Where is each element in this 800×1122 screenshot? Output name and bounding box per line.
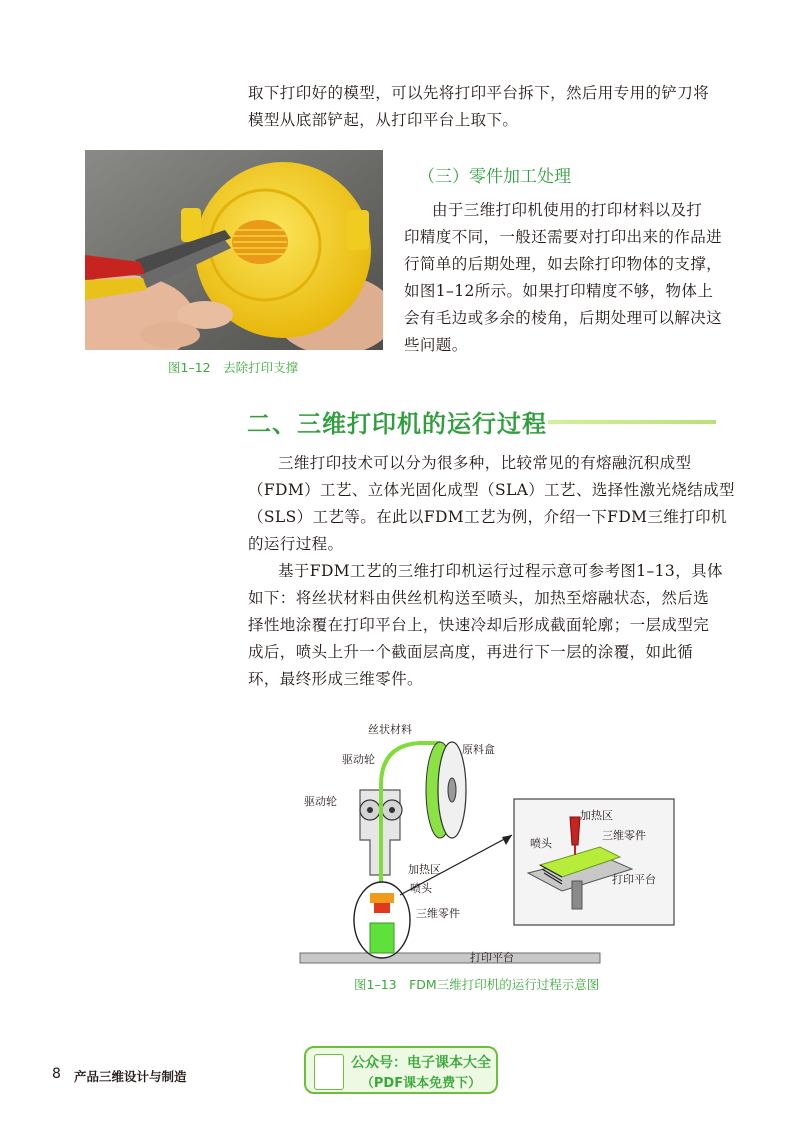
figure-1-13-diagram	[290, 715, 710, 975]
book-title: 产品三维设计与制造	[74, 1069, 187, 1084]
printed-part	[370, 923, 394, 953]
section-3-line: 印精度不同，一般还需要对打印出来的作品进	[404, 228, 723, 246]
label-inset-platform: 打印平台	[612, 873, 656, 886]
intro-line: 取下打印好的模型，可以先将打印平台拆下，然后用专用的铲刀将	[248, 84, 710, 102]
section-2-paragraph-2	[248, 558, 738, 693]
label-platform: 打印平台	[470, 951, 514, 964]
intro-paragraph	[248, 80, 728, 134]
section-2-line: 择性地涂覆在打印平台上，快速冷却后形成截面轮廓；一层成型完	[248, 616, 710, 634]
section-3-paragraph	[404, 197, 734, 359]
label-spool: 原料盒	[462, 743, 495, 756]
section-3-line: 由于三维打印机使用的打印材料以及打	[432, 201, 703, 219]
section-2-line: （SLS）工艺等。在此以FDM工艺为例，介绍一下FDM三维打印机	[248, 508, 727, 526]
label-inset-heat-zone: 加热区	[580, 809, 613, 822]
figure-1-12-photo	[85, 150, 383, 350]
stamp-line-1: 公众号：电子课本大全	[351, 1055, 491, 1071]
stamp-line-2: （PDF课本免费下）	[360, 1076, 482, 1091]
heading-rule	[548, 420, 716, 424]
section-3-line: 如图1–12所示。如果打印精度不够，物体上	[404, 282, 714, 300]
intro-line: 模型从底部铲起，从打印平台上取下。	[248, 111, 519, 129]
page-number: 8	[52, 1066, 61, 1082]
section-2-paragraph-1	[248, 450, 738, 558]
label-inset-part: 三维零件	[602, 829, 646, 842]
section-2-line: 三维打印技术可以分为很多种，比较常见的有熔融沉积成型	[278, 454, 692, 472]
label-drive-wheel-top: 驱动轮	[342, 753, 375, 766]
label-inset-nozzle: 喷头	[530, 837, 552, 850]
figure-1-12-caption: 图1–12 去除打印支撑	[168, 360, 299, 375]
section-3-heading: （三）零件加工处理	[418, 167, 571, 187]
section-2-line: 成后，喷头上升一个截面层高度，再进行下一层的涂覆，如此循	[248, 643, 694, 661]
section-2-line: 的运行过程。	[248, 535, 344, 553]
section-2-line: 如下：将丝状材料由供丝机构送至喷头，加热至熔融状态，然后选	[248, 589, 710, 607]
nozzle-icon	[570, 817, 580, 845]
watermark-stamp	[304, 1046, 498, 1094]
label-part: 三维零件	[416, 907, 460, 920]
label-drive-wheel-left: 驱动轮	[304, 795, 337, 808]
section-2-line: 基于FDM工艺的三维打印机运行过程示意可参考图1–13，具体	[278, 562, 723, 580]
section-2-line: 环，最终形成三维零件。	[248, 670, 423, 688]
book-icon	[314, 1054, 344, 1090]
section-3-line: 行简单的后期处理，如去除打印物体的支撑，	[404, 255, 723, 273]
support-removal-illustration	[85, 150, 383, 350]
section-3-line: 些问题。	[404, 336, 468, 354]
label-heat-zone: 加热区	[408, 863, 441, 876]
section-3-line: 会有毛边或多余的棱角，后期处理可以解决这	[404, 309, 723, 327]
fdm-process-diagram	[290, 715, 710, 975]
figure-1-13-caption: 图1–13 FDM三维打印机的运行过程示意图	[354, 977, 600, 992]
label-nozzle: 喷头	[410, 882, 432, 895]
section-2-heading: 二、三维打印机的运行过程	[247, 410, 547, 438]
section-2-line: （FDM）工艺、立体光固化成型（SLA）工艺、选择性激光烧结成型	[248, 481, 735, 499]
label-filament: 丝状材料	[368, 723, 412, 736]
